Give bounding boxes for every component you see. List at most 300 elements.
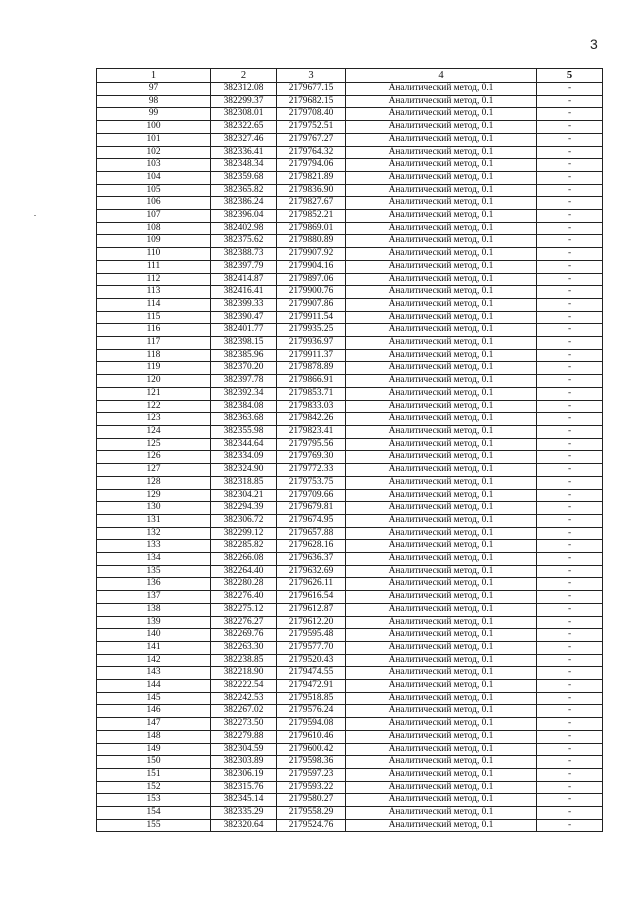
x-coordinate-cell: 382318.85 bbox=[211, 476, 277, 489]
table-row bbox=[97, 362, 603, 375]
method-cell: Аналитический метод, 0.1 bbox=[346, 807, 537, 820]
point-number-cell: 141 bbox=[97, 641, 211, 654]
y-coordinate-cell: 2179709.66 bbox=[277, 489, 346, 502]
y-coordinate-cell: 2179827.67 bbox=[277, 197, 346, 210]
note-cell: - bbox=[537, 603, 603, 616]
method-cell: Аналитический метод, 0.1 bbox=[346, 768, 537, 781]
method-cell: Аналитический метод, 0.1 bbox=[346, 95, 537, 108]
method-cell: Аналитический метод, 0.1 bbox=[346, 692, 537, 705]
x-coordinate-cell: 382392.34 bbox=[211, 387, 277, 400]
y-coordinate-cell: 2179593.22 bbox=[277, 781, 346, 794]
y-coordinate-cell: 2179657.88 bbox=[277, 527, 346, 540]
method-cell: Аналитический метод, 0.1 bbox=[346, 553, 537, 566]
x-coordinate-cell: 382276.27 bbox=[211, 616, 277, 629]
y-coordinate-cell: 2179907.92 bbox=[277, 248, 346, 261]
point-number-cell: 149 bbox=[97, 743, 211, 756]
y-coordinate-cell: 2179833.03 bbox=[277, 400, 346, 413]
point-number-cell: 126 bbox=[97, 451, 211, 464]
point-number-cell: 117 bbox=[97, 337, 211, 350]
method-cell: Аналитический метод, 0.1 bbox=[346, 616, 537, 629]
method-cell: Аналитический метод, 0.1 bbox=[346, 184, 537, 197]
x-coordinate-cell: 382308.01 bbox=[211, 108, 277, 121]
point-number-cell: 125 bbox=[97, 438, 211, 451]
point-number-cell: 111 bbox=[97, 260, 211, 273]
y-coordinate-cell: 2179904.16 bbox=[277, 260, 346, 273]
method-cell: Аналитический метод, 0.1 bbox=[346, 527, 537, 540]
x-coordinate-cell: 382299.37 bbox=[211, 95, 277, 108]
note-cell: - bbox=[537, 311, 603, 324]
table-row bbox=[97, 337, 603, 350]
y-coordinate-cell: 2179524.76 bbox=[277, 819, 346, 832]
scan-speck bbox=[34, 215, 36, 216]
y-coordinate-cell: 2179628.16 bbox=[277, 540, 346, 553]
point-number-cell: 113 bbox=[97, 286, 211, 299]
x-coordinate-cell: 382384.08 bbox=[211, 400, 277, 413]
note-cell: - bbox=[537, 629, 603, 642]
x-coordinate-cell: 382370.20 bbox=[211, 362, 277, 375]
point-number-cell: 109 bbox=[97, 235, 211, 248]
x-coordinate-cell: 382336.41 bbox=[211, 146, 277, 159]
method-cell: Аналитический метод, 0.1 bbox=[346, 705, 537, 718]
table-row bbox=[97, 565, 603, 578]
y-coordinate-cell: 2179769.30 bbox=[277, 451, 346, 464]
y-coordinate-cell: 2179610.46 bbox=[277, 730, 346, 743]
x-coordinate-cell: 382242.53 bbox=[211, 692, 277, 705]
note-cell: - bbox=[537, 451, 603, 464]
y-coordinate-cell: 2179823.41 bbox=[277, 425, 346, 438]
x-coordinate-cell: 382320.64 bbox=[211, 819, 277, 832]
note-cell: - bbox=[537, 476, 603, 489]
note-cell: - bbox=[537, 514, 603, 527]
note-cell: - bbox=[537, 349, 603, 362]
x-coordinate-cell: 382365.82 bbox=[211, 184, 277, 197]
x-coordinate-cell: 382238.85 bbox=[211, 654, 277, 667]
x-coordinate-cell: 382273.50 bbox=[211, 718, 277, 731]
method-cell: Аналитический метод, 0.1 bbox=[346, 286, 537, 299]
note-cell: - bbox=[537, 197, 603, 210]
table-row bbox=[97, 235, 603, 248]
table-row bbox=[97, 298, 603, 311]
note-cell: - bbox=[537, 146, 603, 159]
x-coordinate-cell: 382335.29 bbox=[211, 807, 277, 820]
y-coordinate-cell: 2179518.85 bbox=[277, 692, 346, 705]
header-col-2: 2 bbox=[211, 69, 277, 83]
header-col-5: 5 bbox=[537, 69, 603, 83]
method-cell: Аналитический метод, 0.1 bbox=[346, 311, 537, 324]
note-cell: - bbox=[537, 286, 603, 299]
note-cell: - bbox=[537, 819, 603, 832]
x-coordinate-cell: 382416.41 bbox=[211, 286, 277, 299]
note-cell: - bbox=[537, 489, 603, 502]
method-cell: Аналитический метод, 0.1 bbox=[346, 425, 537, 438]
note-cell: - bbox=[537, 680, 603, 693]
point-number-cell: 99 bbox=[97, 108, 211, 121]
table-row bbox=[97, 578, 603, 591]
note-cell: - bbox=[537, 298, 603, 311]
table-row bbox=[97, 502, 603, 515]
note-cell: - bbox=[537, 133, 603, 146]
table-row bbox=[97, 438, 603, 451]
table-row bbox=[97, 641, 603, 654]
table-row bbox=[97, 349, 603, 362]
y-coordinate-cell: 2179795.56 bbox=[277, 438, 346, 451]
method-cell: Аналитический метод, 0.1 bbox=[346, 464, 537, 477]
method-cell: Аналитический метод, 0.1 bbox=[346, 819, 537, 832]
y-coordinate-cell: 2179842.26 bbox=[277, 413, 346, 426]
y-coordinate-cell: 2179600.42 bbox=[277, 743, 346, 756]
x-coordinate-cell: 382263.30 bbox=[211, 641, 277, 654]
x-coordinate-cell: 382304.21 bbox=[211, 489, 277, 502]
note-cell: - bbox=[537, 591, 603, 604]
method-cell: Аналитический метод, 0.1 bbox=[346, 121, 537, 134]
x-coordinate-cell: 382222.54 bbox=[211, 680, 277, 693]
point-number-cell: 146 bbox=[97, 705, 211, 718]
point-number-cell: 107 bbox=[97, 210, 211, 223]
method-cell: Аналитический метод, 0.1 bbox=[346, 298, 537, 311]
x-coordinate-cell: 382388.73 bbox=[211, 248, 277, 261]
x-coordinate-cell: 382276.40 bbox=[211, 591, 277, 604]
method-cell: Аналитический метод, 0.1 bbox=[346, 502, 537, 515]
note-cell: - bbox=[537, 108, 603, 121]
method-cell: Аналитический метод, 0.1 bbox=[346, 248, 537, 261]
y-coordinate-cell: 2179612.87 bbox=[277, 603, 346, 616]
note-cell: - bbox=[537, 337, 603, 350]
x-coordinate-cell: 382359.68 bbox=[211, 171, 277, 184]
point-number-cell: 115 bbox=[97, 311, 211, 324]
note-cell: - bbox=[537, 718, 603, 731]
x-coordinate-cell: 382324.90 bbox=[211, 464, 277, 477]
method-cell: Аналитический метод, 0.1 bbox=[346, 375, 537, 388]
table-row bbox=[97, 273, 603, 286]
point-number-cell: 131 bbox=[97, 514, 211, 527]
y-coordinate-cell: 2179597.23 bbox=[277, 768, 346, 781]
x-coordinate-cell: 382334.09 bbox=[211, 451, 277, 464]
y-coordinate-cell: 2179580.27 bbox=[277, 794, 346, 807]
point-number-cell: 134 bbox=[97, 553, 211, 566]
y-coordinate-cell: 2179878.89 bbox=[277, 362, 346, 375]
table-row bbox=[97, 451, 603, 464]
method-cell: Аналитический метод, 0.1 bbox=[346, 730, 537, 743]
method-cell: Аналитический метод, 0.1 bbox=[346, 133, 537, 146]
method-cell: Аналитический метод, 0.1 bbox=[346, 743, 537, 756]
note-cell: - bbox=[537, 222, 603, 235]
point-number-cell: 106 bbox=[97, 197, 211, 210]
note-cell: - bbox=[537, 540, 603, 553]
x-coordinate-cell: 382294.39 bbox=[211, 502, 277, 515]
point-number-cell: 137 bbox=[97, 591, 211, 604]
y-coordinate-cell: 2179520.43 bbox=[277, 654, 346, 667]
point-number-cell: 120 bbox=[97, 375, 211, 388]
x-coordinate-cell: 382399.33 bbox=[211, 298, 277, 311]
note-cell: - bbox=[537, 248, 603, 261]
point-number-cell: 101 bbox=[97, 133, 211, 146]
note-cell: - bbox=[537, 667, 603, 680]
y-coordinate-cell: 2179880.89 bbox=[277, 235, 346, 248]
table-row bbox=[97, 210, 603, 223]
y-coordinate-cell: 2179576.24 bbox=[277, 705, 346, 718]
point-number-cell: 145 bbox=[97, 692, 211, 705]
note-cell: - bbox=[537, 553, 603, 566]
x-coordinate-cell: 382218.90 bbox=[211, 667, 277, 680]
header-col-3: 3 bbox=[277, 69, 346, 83]
note-cell: - bbox=[537, 616, 603, 629]
point-number-cell: 138 bbox=[97, 603, 211, 616]
table-row bbox=[97, 514, 603, 527]
method-cell: Аналитический метод, 0.1 bbox=[346, 476, 537, 489]
table-row bbox=[97, 768, 603, 781]
y-coordinate-cell: 2179626.11 bbox=[277, 578, 346, 591]
note-cell: - bbox=[537, 730, 603, 743]
x-coordinate-cell: 382386.24 bbox=[211, 197, 277, 210]
table-row bbox=[97, 794, 603, 807]
point-number-cell: 128 bbox=[97, 476, 211, 489]
y-coordinate-cell: 2179911.54 bbox=[277, 311, 346, 324]
point-number-cell: 98 bbox=[97, 95, 211, 108]
point-number-cell: 147 bbox=[97, 718, 211, 731]
point-number-cell: 140 bbox=[97, 629, 211, 642]
table-row bbox=[97, 553, 603, 566]
table-row bbox=[97, 311, 603, 324]
point-number-cell: 104 bbox=[97, 171, 211, 184]
x-coordinate-cell: 382397.78 bbox=[211, 375, 277, 388]
table-row bbox=[97, 603, 603, 616]
point-number-cell: 103 bbox=[97, 159, 211, 172]
point-number-cell: 151 bbox=[97, 768, 211, 781]
note-cell: - bbox=[537, 768, 603, 781]
table-row bbox=[97, 184, 603, 197]
x-coordinate-cell: 382322.65 bbox=[211, 121, 277, 134]
note-cell: - bbox=[537, 565, 603, 578]
method-cell: Аналитический метод, 0.1 bbox=[346, 781, 537, 794]
y-coordinate-cell: 2179632.69 bbox=[277, 565, 346, 578]
note-cell: - bbox=[537, 502, 603, 515]
point-number-cell: 148 bbox=[97, 730, 211, 743]
y-coordinate-cell: 2179911.37 bbox=[277, 349, 346, 362]
x-coordinate-cell: 382299.12 bbox=[211, 527, 277, 540]
method-cell: Аналитический метод, 0.1 bbox=[346, 438, 537, 451]
x-coordinate-cell: 382355.98 bbox=[211, 425, 277, 438]
y-coordinate-cell: 2179767.27 bbox=[277, 133, 346, 146]
x-coordinate-cell: 382414.87 bbox=[211, 273, 277, 286]
table-row bbox=[97, 692, 603, 705]
method-cell: Аналитический метод, 0.1 bbox=[346, 489, 537, 502]
method-cell: Аналитический метод, 0.1 bbox=[346, 756, 537, 769]
note-cell: - bbox=[537, 438, 603, 451]
note-cell: - bbox=[537, 387, 603, 400]
x-coordinate-cell: 382315.76 bbox=[211, 781, 277, 794]
table-row bbox=[97, 171, 603, 184]
note-cell: - bbox=[537, 756, 603, 769]
table-row bbox=[97, 83, 603, 96]
table-row bbox=[97, 540, 603, 553]
y-coordinate-cell: 2179935.25 bbox=[277, 324, 346, 337]
point-number-cell: 152 bbox=[97, 781, 211, 794]
table-row bbox=[97, 248, 603, 261]
note-cell: - bbox=[537, 425, 603, 438]
note-cell: - bbox=[537, 324, 603, 337]
note-cell: - bbox=[537, 781, 603, 794]
y-coordinate-cell: 2179577.70 bbox=[277, 641, 346, 654]
method-cell: Аналитический метод, 0.1 bbox=[346, 337, 537, 350]
note-cell: - bbox=[537, 578, 603, 591]
table-row bbox=[97, 464, 603, 477]
method-cell: Аналитический метод, 0.1 bbox=[346, 400, 537, 413]
method-cell: Аналитический метод, 0.1 bbox=[346, 273, 537, 286]
y-coordinate-cell: 2179594.08 bbox=[277, 718, 346, 731]
x-coordinate-cell: 382363.68 bbox=[211, 413, 277, 426]
x-coordinate-cell: 382312.08 bbox=[211, 83, 277, 96]
x-coordinate-cell: 382266.08 bbox=[211, 553, 277, 566]
point-number-cell: 150 bbox=[97, 756, 211, 769]
method-cell: Аналитический метод, 0.1 bbox=[346, 451, 537, 464]
y-coordinate-cell: 2179598.36 bbox=[277, 756, 346, 769]
x-coordinate-cell: 382280.28 bbox=[211, 578, 277, 591]
y-coordinate-cell: 2179866.91 bbox=[277, 375, 346, 388]
note-cell: - bbox=[537, 705, 603, 718]
method-cell: Аналитический метод, 0.1 bbox=[346, 171, 537, 184]
y-coordinate-cell: 2179472.91 bbox=[277, 680, 346, 693]
point-number-cell: 139 bbox=[97, 616, 211, 629]
method-cell: Аналитический метод, 0.1 bbox=[346, 413, 537, 426]
table-body bbox=[97, 83, 603, 832]
note-cell: - bbox=[537, 413, 603, 426]
table-row bbox=[97, 527, 603, 540]
y-coordinate-cell: 2179869.01 bbox=[277, 222, 346, 235]
point-number-cell: 144 bbox=[97, 680, 211, 693]
y-coordinate-cell: 2179595.48 bbox=[277, 629, 346, 642]
y-coordinate-cell: 2179852.21 bbox=[277, 210, 346, 223]
point-number-cell: 143 bbox=[97, 667, 211, 680]
table-row bbox=[97, 807, 603, 820]
note-cell: - bbox=[537, 794, 603, 807]
y-coordinate-cell: 2179853.71 bbox=[277, 387, 346, 400]
method-cell: Аналитический метод, 0.1 bbox=[346, 362, 537, 375]
header-row bbox=[97, 69, 603, 83]
point-number-cell: 124 bbox=[97, 425, 211, 438]
header-col-1: 1 bbox=[97, 69, 211, 83]
point-number-cell: 136 bbox=[97, 578, 211, 591]
x-coordinate-cell: 382390.47 bbox=[211, 311, 277, 324]
method-cell: Аналитический метод, 0.1 bbox=[346, 629, 537, 642]
x-coordinate-cell: 382344.64 bbox=[211, 438, 277, 451]
y-coordinate-cell: 2179682.15 bbox=[277, 95, 346, 108]
point-number-cell: 102 bbox=[97, 146, 211, 159]
coordinates-table bbox=[96, 68, 603, 832]
x-coordinate-cell: 382306.72 bbox=[211, 514, 277, 527]
table-row bbox=[97, 781, 603, 794]
note-cell: - bbox=[537, 121, 603, 134]
note-cell: - bbox=[537, 362, 603, 375]
table-row bbox=[97, 730, 603, 743]
method-cell: Аналитический метод, 0.1 bbox=[346, 146, 537, 159]
table-row bbox=[97, 718, 603, 731]
point-number-cell: 116 bbox=[97, 324, 211, 337]
y-coordinate-cell: 2179900.76 bbox=[277, 286, 346, 299]
note-cell: - bbox=[537, 95, 603, 108]
table-row bbox=[97, 146, 603, 159]
table-row bbox=[97, 222, 603, 235]
point-number-cell: 133 bbox=[97, 540, 211, 553]
table-row bbox=[97, 133, 603, 146]
method-cell: Аналитический метод, 0.1 bbox=[346, 210, 537, 223]
point-number-cell: 112 bbox=[97, 273, 211, 286]
x-coordinate-cell: 382304.59 bbox=[211, 743, 277, 756]
page-number: 3 bbox=[590, 36, 598, 52]
method-cell: Аналитический метод, 0.1 bbox=[346, 108, 537, 121]
table-row bbox=[97, 375, 603, 388]
note-cell: - bbox=[537, 375, 603, 388]
x-coordinate-cell: 382385.96 bbox=[211, 349, 277, 362]
y-coordinate-cell: 2179674.95 bbox=[277, 514, 346, 527]
table-row bbox=[97, 108, 603, 121]
table-row bbox=[97, 705, 603, 718]
y-coordinate-cell: 2179708.40 bbox=[277, 108, 346, 121]
method-cell: Аналитический метод, 0.1 bbox=[346, 565, 537, 578]
table-header bbox=[97, 69, 603, 83]
x-coordinate-cell: 382345.14 bbox=[211, 794, 277, 807]
table-row bbox=[97, 197, 603, 210]
note-cell: - bbox=[537, 527, 603, 540]
point-number-cell: 123 bbox=[97, 413, 211, 426]
y-coordinate-cell: 2179753.75 bbox=[277, 476, 346, 489]
table-row bbox=[97, 591, 603, 604]
method-cell: Аналитический метод, 0.1 bbox=[346, 540, 537, 553]
note-cell: - bbox=[537, 692, 603, 705]
note-cell: - bbox=[537, 171, 603, 184]
point-number-cell: 100 bbox=[97, 121, 211, 134]
table-row bbox=[97, 95, 603, 108]
x-coordinate-cell: 382306.19 bbox=[211, 768, 277, 781]
table-row bbox=[97, 413, 603, 426]
x-coordinate-cell: 382267.02 bbox=[211, 705, 277, 718]
method-cell: Аналитический метод, 0.1 bbox=[346, 260, 537, 273]
y-coordinate-cell: 2179636.37 bbox=[277, 553, 346, 566]
x-coordinate-cell: 382279.88 bbox=[211, 730, 277, 743]
y-coordinate-cell: 2179907.86 bbox=[277, 298, 346, 311]
point-number-cell: 130 bbox=[97, 502, 211, 515]
note-cell: - bbox=[537, 464, 603, 477]
note-cell: - bbox=[537, 184, 603, 197]
x-coordinate-cell: 382401.77 bbox=[211, 324, 277, 337]
y-coordinate-cell: 2179474.55 bbox=[277, 667, 346, 680]
y-coordinate-cell: 2179616.54 bbox=[277, 591, 346, 604]
note-cell: - bbox=[537, 159, 603, 172]
table-row bbox=[97, 121, 603, 134]
method-cell: Аналитический метод, 0.1 bbox=[346, 654, 537, 667]
x-coordinate-cell: 382348.34 bbox=[211, 159, 277, 172]
x-coordinate-cell: 382269.76 bbox=[211, 629, 277, 642]
point-number-cell: 119 bbox=[97, 362, 211, 375]
note-cell: - bbox=[537, 807, 603, 820]
table-row bbox=[97, 387, 603, 400]
y-coordinate-cell: 2179772.33 bbox=[277, 464, 346, 477]
y-coordinate-cell: 2179821.89 bbox=[277, 171, 346, 184]
table-row bbox=[97, 260, 603, 273]
y-coordinate-cell: 2179936.97 bbox=[277, 337, 346, 350]
table-row bbox=[97, 654, 603, 667]
x-coordinate-cell: 382402.98 bbox=[211, 222, 277, 235]
table-row bbox=[97, 743, 603, 756]
table-row bbox=[97, 667, 603, 680]
table-row bbox=[97, 159, 603, 172]
table-row bbox=[97, 286, 603, 299]
table-row bbox=[97, 425, 603, 438]
point-number-cell: 154 bbox=[97, 807, 211, 820]
x-coordinate-cell: 382375.62 bbox=[211, 235, 277, 248]
point-number-cell: 110 bbox=[97, 248, 211, 261]
method-cell: Аналитический метод, 0.1 bbox=[346, 235, 537, 248]
x-coordinate-cell: 382398.15 bbox=[211, 337, 277, 350]
